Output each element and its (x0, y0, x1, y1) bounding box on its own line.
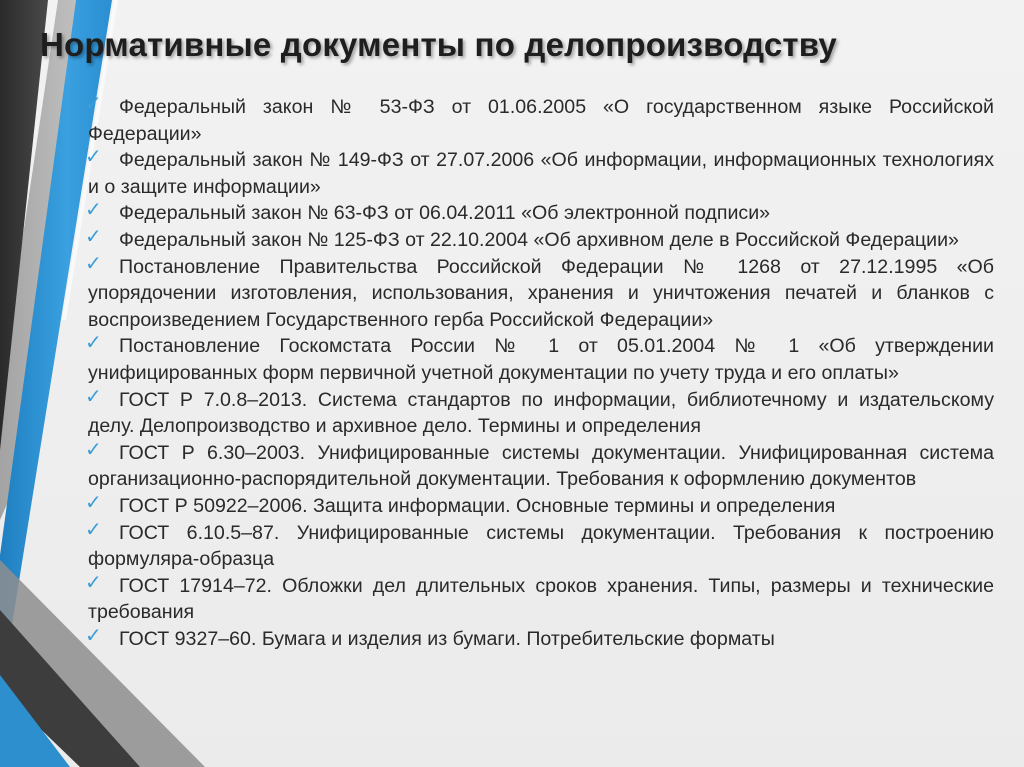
list-item (85, 436, 994, 493)
document-list (85, 91, 994, 652)
checkmark-icon: ✓ (85, 330, 102, 355)
list-item-text: Постановление Госкомстата России № 1 от 05.01.2004 № 1 «Об утверждении унифицированных форм первичной учетной документации по учету труда и его оплаты» (88, 335, 994, 384)
checkmark-icon: ✓ (85, 489, 102, 514)
list-item (85, 144, 994, 200)
list-item (85, 250, 994, 334)
checkmark-icon: ✓ (85, 223, 102, 248)
checkmark-icon: ✓ (85, 144, 102, 169)
checkmark-icon: ✓ (85, 383, 102, 408)
list-item-text: ГОСТ 17914–72. Обложки дел длительных сроков хранения. Типы, размеры и технические требования (88, 574, 994, 624)
list-item-text: ГОСТ 6.10.5–87. Унифицированные системы документации. Требования к построению формуляра-образца (88, 521, 994, 571)
list-item (85, 197, 994, 227)
list-item-text: Федеральный закон № 63-ФЗ от 06.04.2011 «Об электронной подписи» (119, 202, 771, 225)
list-item (85, 622, 994, 653)
list-item-text: ГОСТ Р 6.30–2003. Унифицированные системы документации. Унифицированная система организационно-распорядительной документации. Требования к оформлению документов (88, 441, 994, 491)
checkmark-icon: ✓ (85, 91, 102, 115)
list-item (85, 489, 994, 520)
checkmark-icon: ✓ (85, 197, 102, 222)
list-item (85, 383, 994, 440)
checkmark-icon: ✓ (85, 569, 102, 594)
list-item-text: ГОСТ Р 7.0.8–2013. Система стандартов по информации, библиотечному и издательскому делу. Делопроизводство и архивное дело. Термины и определения (88, 388, 994, 438)
list-item (85, 223, 994, 254)
list-item-text: Федеральный закон № 125-ФЗ от 22.10.2004 «Об архивном деле в Российской Федерации» (119, 228, 959, 251)
checkmark-icon: ✓ (85, 622, 102, 647)
list-item-text: Федеральный закон № 53-ФЗ от 01.06.2005 «О государственном языке Российской Федерации» (88, 96, 994, 145)
list-item (85, 91, 994, 147)
list-item (85, 330, 994, 386)
list-item-text: ГОСТ Р 50922–2006. Защита информации. Основные термины и определения (119, 494, 836, 517)
checkmark-icon: ✓ (85, 250, 102, 275)
list-item-text: ГОСТ 9327–60. Бумага и изделия из бумаги. Потребительские форматы (119, 627, 775, 650)
list-item (85, 516, 994, 573)
list-item (85, 569, 994, 626)
checkmark-icon: ✓ (85, 516, 102, 541)
list-item-text: Федеральный закон № 149-ФЗ от 27.07.2006 «Об информации, информационных технологиях и о защите информации» (88, 149, 994, 198)
list-item-text: Постановление Правительства Российской Федерации № 1268 от 27.12.1995 «Об упорядочении изготовления, использования, хранения и уничтожения печатей и бланков с воспроизведением Государственного герба Российской Федерации» (88, 255, 994, 331)
checkmark-icon: ✓ (85, 436, 102, 461)
page-title: Нормативные документы по делопроизводству (40, 26, 837, 63)
